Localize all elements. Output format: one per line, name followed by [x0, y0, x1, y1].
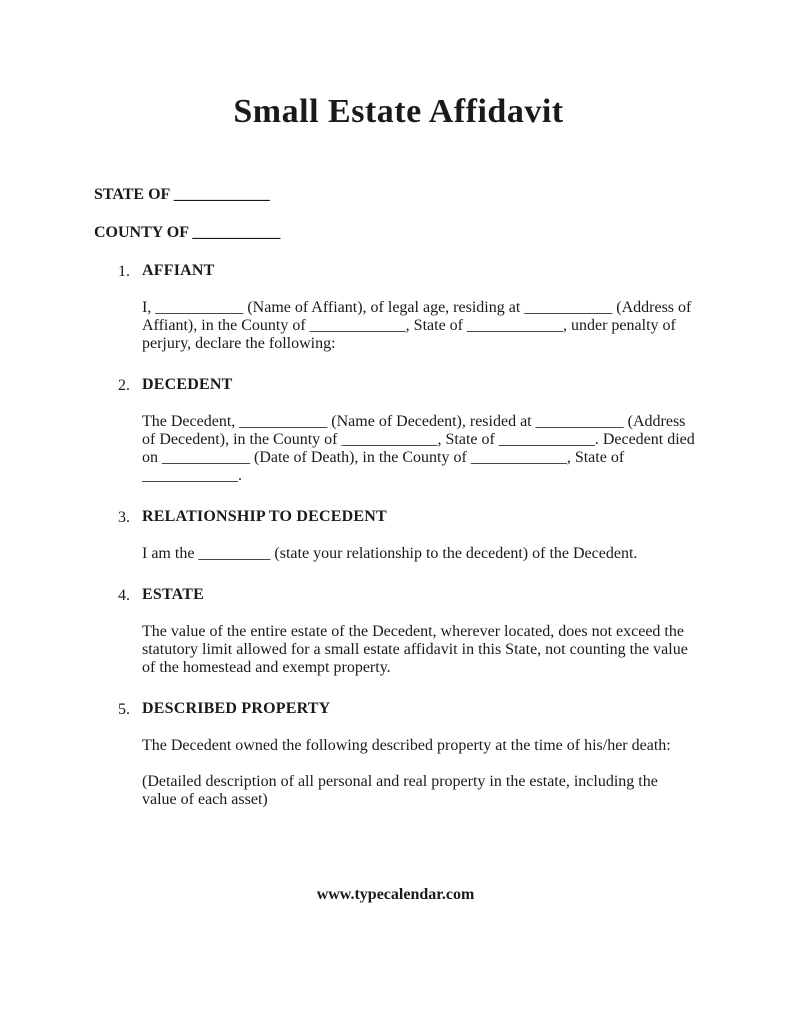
section-body — [142, 585, 695, 681]
section-item-described-property — [118, 699, 695, 813]
section-item-decedent — [118, 375, 695, 489]
section-item-relationship-to-decedent — [118, 507, 695, 567]
section-paragraph: I am the _________ (state your relationship to the decedent) of the Decedent. — [142, 545, 638, 562]
section-paragraph: The value of the entire estate of the Decedent, wherever located, does not exceed the statutory limit allowed for a small estate affidavit in this State, not counting the value of the homestead and exempt property. — [142, 623, 688, 676]
state-of-line: STATE OF ____________ — [94, 186, 270, 203]
section-heading: ESTATE — [142, 586, 204, 603]
section-body — [142, 375, 695, 489]
section-number: 3. — [118, 509, 130, 526]
section-item-affiant — [118, 261, 695, 357]
section-number: 4. — [118, 587, 130, 604]
section-paragraph: I, ___________ (Name of Affiant), of legal age, residing at ___________ (Address of Affiant), in the County of ____________, State of ____________, under penalty of perjury, declare the following: — [142, 299, 692, 352]
county-of-line: COUNTY OF ___________ — [94, 224, 281, 241]
section-paragraph: (Detailed description of all personal and real property in the estate, including the value of each asset) — [142, 773, 658, 808]
section-paragraph: The Decedent owned the following described property at the time of his/her death: — [142, 737, 671, 754]
footer-url: www.typecalendar.com — [316, 886, 475, 903]
section-heading: AFFIANT — [142, 262, 215, 279]
sections-list — [118, 261, 695, 813]
section-number: 2. — [118, 377, 130, 394]
section-number: 5. — [118, 701, 130, 718]
section-body — [142, 507, 695, 567]
section-paragraph: The Decedent, ___________ (Name of Decedent), resided at ___________ (Address of Decedent), in the County of ____________, State of ____________. Decedent died on ___________ (Date of Death), in the County of ____________, State of ____________. — [142, 413, 695, 484]
section-heading: DECEDENT — [142, 376, 233, 393]
document-title: Small Estate Affidavit — [233, 93, 564, 130]
section-body — [142, 261, 695, 357]
section-heading: RELATIONSHIP TO DECEDENT — [142, 508, 387, 525]
section-number: 1. — [118, 263, 130, 280]
section-item-estate — [118, 585, 695, 681]
section-body — [142, 699, 695, 813]
section-heading: DESCRIBED PROPERTY — [142, 700, 331, 717]
